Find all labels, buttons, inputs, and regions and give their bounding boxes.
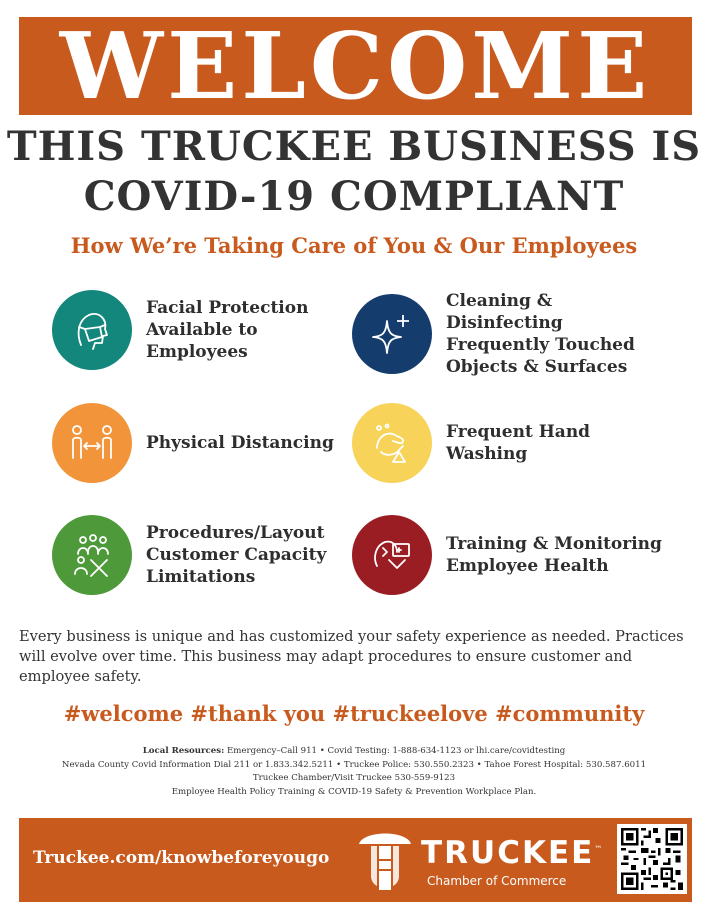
footer-bar (19, 818, 692, 902)
item-label: Facial Protection Available to Employees (146, 298, 309, 362)
item-physical-distancing (52, 403, 334, 483)
welcome-title: WELCOME (59, 12, 652, 120)
subheading: How We’re Taking Care of You & Our Employees (70, 233, 638, 258)
distancing-icon (52, 403, 132, 483)
welcome-banner (19, 12, 692, 120)
item-cleaning (352, 290, 635, 378)
item-facial-protection (52, 290, 308, 370)
resources-line-4: Employee Health Policy Training & COVID-19 Safety & Prevention Workplace Plan. (171, 786, 537, 797)
face-mask-icon (52, 290, 132, 370)
headline-line-1: THIS TRUCKEE BUSINESS IS (6, 123, 702, 170)
logo-wordmark: TRUCKEE™ (421, 835, 605, 871)
resources-line-3: Truckee Chamber/Visit Truckee 530-559-9123 (252, 773, 456, 783)
resources-heading: Local Resources: (142, 746, 225, 756)
local-resources (0, 745, 708, 799)
item-training-monitoring (352, 515, 662, 595)
item-label: Frequent Hand Washing (446, 422, 591, 464)
item-label: Training & Monitoring Employee Health (446, 534, 662, 576)
hand-washing-icon (352, 403, 432, 483)
capacity-icon (52, 515, 132, 595)
truckee-logo-icon (357, 826, 413, 892)
logo-subtitle: Chamber of Commerce (427, 874, 567, 888)
sparkle-icon (352, 294, 432, 374)
item-hand-washing (352, 403, 590, 483)
item-procedures-capacity (52, 515, 326, 595)
item-label: Physical Distancing (146, 433, 334, 453)
health-monitoring-icon (352, 515, 432, 595)
resources-line-2: Nevada County Covid Information Dial 211 or 1.833.342.5211 • Truckee Police: 530.550.2323 • Tahoe Forest Hospital: 530.587.6011 (61, 759, 647, 770)
qr-code[interactable] (617, 824, 687, 894)
item-label: Cleaning & Disinfecting Frequently Touched Objects & Surfaces (446, 291, 635, 377)
body-paragraph: Every business is unique and has customized your safety experience as needed. Practices will evolve over time. This business may adapt procedures to ensure customer and employee safety. (19, 628, 684, 685)
resources-line-1: Emergency–Call 911 • Covid Testing: 1-888-634-1123 or lhi.care/covidtesting (226, 746, 566, 756)
hashtags: #welcome #thank you #truckeelove #community (63, 701, 645, 726)
website-link[interactable]: Truckee.com/knowbeforeyougo (33, 848, 330, 868)
headline-line-2: COVID-19 COMPLIANT (83, 173, 625, 220)
item-label: Procedures/Layout Customer Capacity Limitations (146, 523, 327, 587)
